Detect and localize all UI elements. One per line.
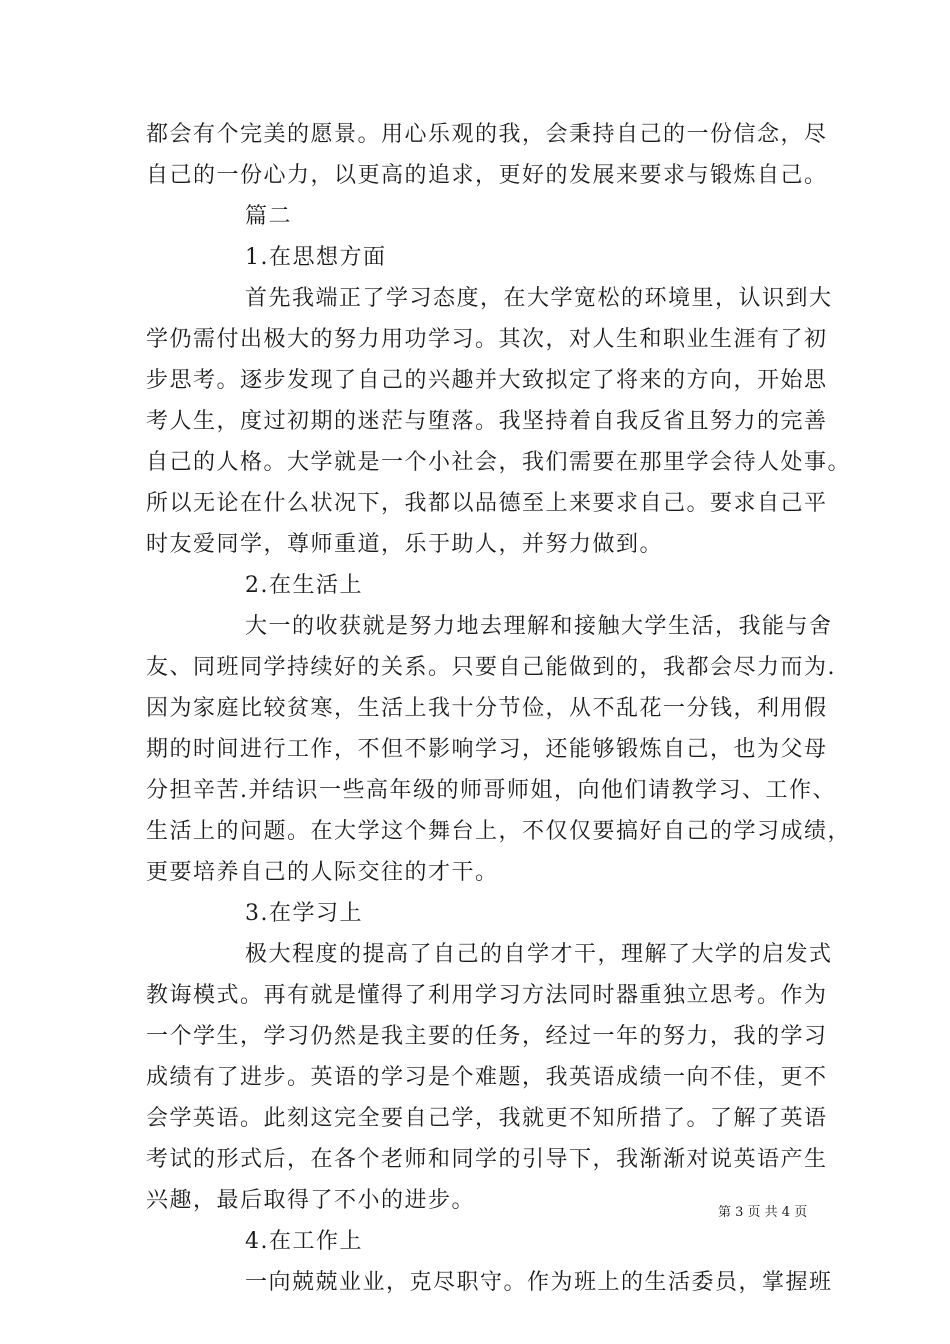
text-line: 学仍需付出极大的努力用功学习。其次，对人生和职业生涯有了初 bbox=[146, 327, 828, 352]
subsection-heading: 2.在生活上 bbox=[245, 573, 363, 598]
text-line: 首先我端正了学习态度，在大学宽松的环境里，认识到大 bbox=[245, 286, 833, 311]
text-line: 极大程度的提高了自己的自学才干，理解了大学的启发式 bbox=[245, 942, 833, 967]
text-line: 会学英语。此刻这完全要自己学，我就更不知所措了。了解了英语 bbox=[146, 1106, 828, 1131]
subsection-heading: 1.在思想方面 bbox=[245, 245, 387, 270]
text-line: 自己的一份心力，以更高的追求，更好的发展来要求与锻炼自己。 bbox=[146, 163, 828, 188]
text-line: 更要培养自己的人际交往的才干。 bbox=[146, 860, 499, 885]
text-line: 教诲模式。再有就是懂得了利用学习方法同时器重独立思考。作为 bbox=[146, 983, 828, 1008]
text-line: 都会有个完美的愿景。用心乐观的我，会秉持自己的一份信念，尽 bbox=[146, 122, 828, 147]
subsection-heading: 4.在工作上 bbox=[245, 1229, 363, 1254]
text-line: 自己的人格。大学就是一个小社会，我们需要在那里学会待人处事。 bbox=[146, 450, 852, 475]
subsection-heading: 3.在学习上 bbox=[245, 901, 363, 926]
text-line: 分担辛苦.并结识一些高年级的师哥师姐，向他们请教学习、工作、 bbox=[146, 778, 836, 803]
text-line: 兴趣，最后取得了不小的进步。 bbox=[146, 1188, 476, 1213]
text-line: 期的时间进行工作，不但不影响学习，还能够锻炼自己，也为父母 bbox=[146, 737, 828, 762]
text-line: 成绩有了进步。英语的学习是个难题，我英语成绩一向不佳，更不 bbox=[146, 1065, 828, 1090]
text-line: 时友爱同学，尊师重道，乐于助人，并努力做到。 bbox=[146, 532, 664, 557]
text-line: 因为家庭比较贫寒，生活上我十分节俭，从不乱花一分钱，利用假 bbox=[146, 696, 828, 721]
text-line: 大一的收获就是努力地去理解和接触大学生活，我能与舍 bbox=[245, 614, 833, 639]
text-line: 步思考。逐步发现了自己的兴趣并大致拟定了将来的方向，开始思 bbox=[146, 368, 828, 393]
text-line: 考人生，度过初期的迷茫与堕落。我坚持着自我反省且努力的完善 bbox=[146, 409, 828, 434]
section-heading: 篇二 bbox=[245, 204, 293, 229]
page-number: 第 3 页 共 4 页 bbox=[718, 1205, 808, 1220]
text-line: 一向兢兢业业，克尽职守。作为班上的生活委员，掌握班 bbox=[245, 1270, 833, 1295]
text-line: 友、同班同学持续好的关系。只要自己能做到的，我都会尽力而为. bbox=[146, 655, 836, 680]
text-line: 所以无论在什么状况下，我都以品德至上来要求自己。要求自己平 bbox=[146, 491, 828, 516]
text-line: 一个学生，学习仍然是我主要的任务，经过一年的努力，我的学习 bbox=[146, 1024, 828, 1049]
text-line: 考试的形式后，在各个老师和同学的引导下，我渐渐对说英语产生 bbox=[146, 1147, 828, 1172]
text-line: 生活上的问题。在大学这个舞台上，不仅仅要搞好自己的学习成绩， bbox=[146, 819, 852, 844]
